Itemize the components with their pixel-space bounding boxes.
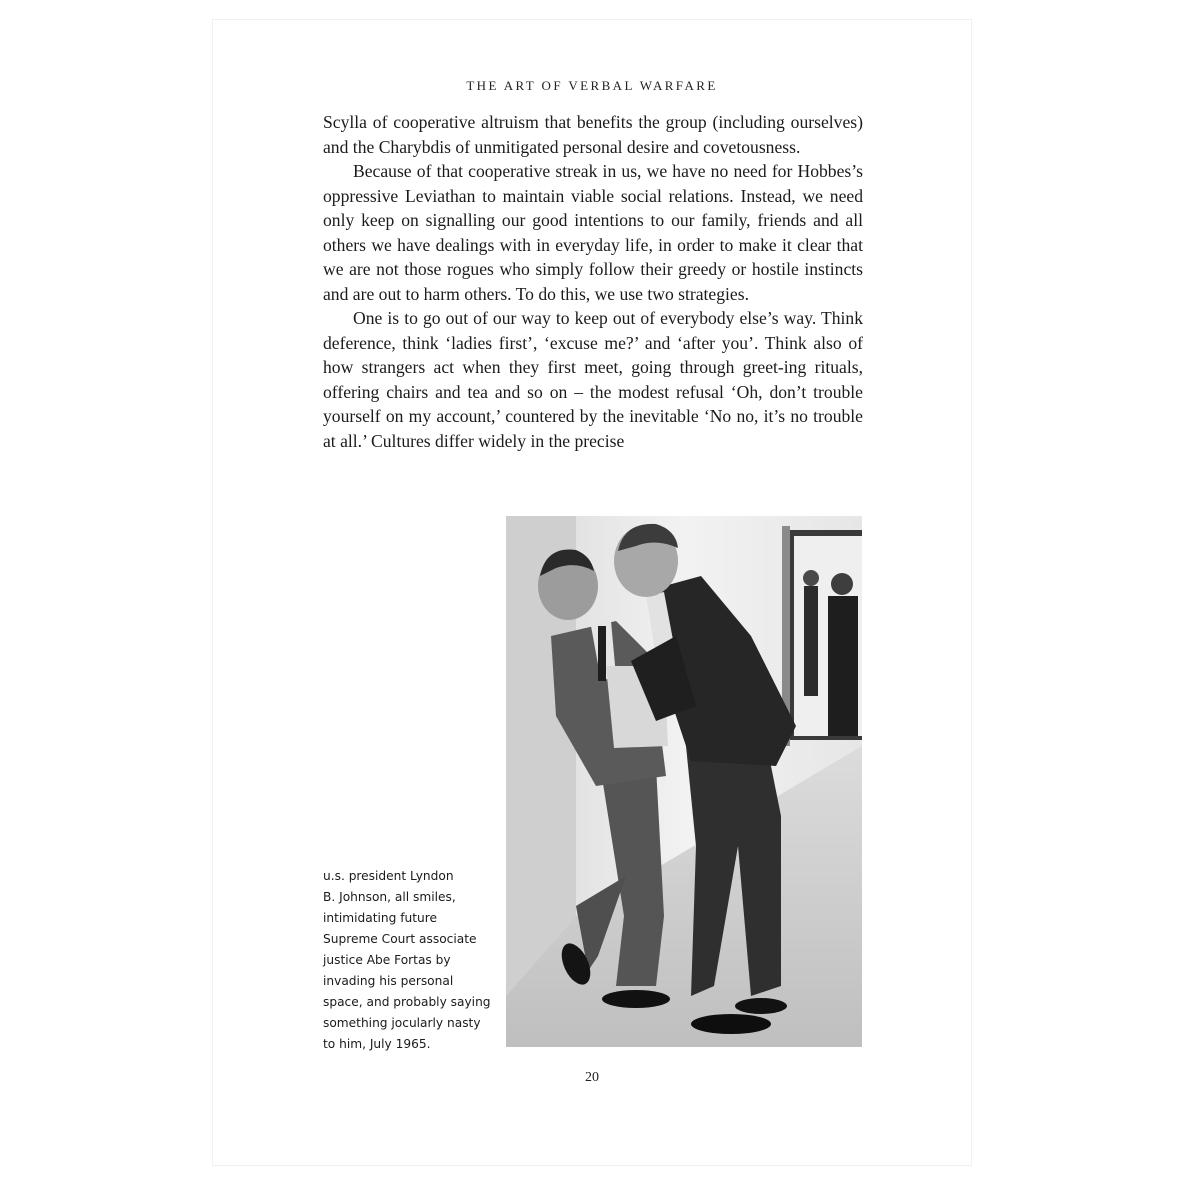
paragraph-2: Because of that cooperative streak in us, we have no need for Hobbes’s oppressive Leviathan to maintain viable social relations. Instead, we need only keep on signalling our good intentions to our family, friends and all others we have dealings with in everyday life, in order to make it clear that we are not those rogues who simply follow their greedy or hostile instincts and are out to harm others. To do this, we use two strategies. (323, 161, 863, 304)
photograph (506, 516, 862, 1047)
running-head: THE ART OF VERBAL WARFARE (466, 78, 718, 93)
paragraph-1: Scylla of cooperative altruism that benefits the group (including ourselves) and the Charybdis of unmitigated personal desire and covetousness. (323, 112, 863, 157)
photo-caption: u.s. president Lyndon B. Johnson, all smiles, intimidating future Supreme Court associate justice Abe Fortas by invading his personal space, and probably saying something jocularly nasty to him, July 1965. (323, 869, 491, 1051)
body-text (323, 110, 863, 453)
page-number: 20 (585, 1070, 599, 1085)
paragraph-3: One is to go out of our way to keep out of everybody else’s way. Think deference, think ‘ladies first’, ‘excuse me?’ and ‘after you’. Think also of how strangers act when they first meet, going through greet-ing rituals, offering chairs and tea and so on – the modest refusal ‘Oh, don’t trouble yourself on my account,’ countered by the inevitable ‘No no, it’s no trouble at all.’ Cultures differ widely in the precise (323, 308, 863, 451)
book-page (213, 20, 971, 1165)
photo-illustration (506, 516, 862, 1047)
